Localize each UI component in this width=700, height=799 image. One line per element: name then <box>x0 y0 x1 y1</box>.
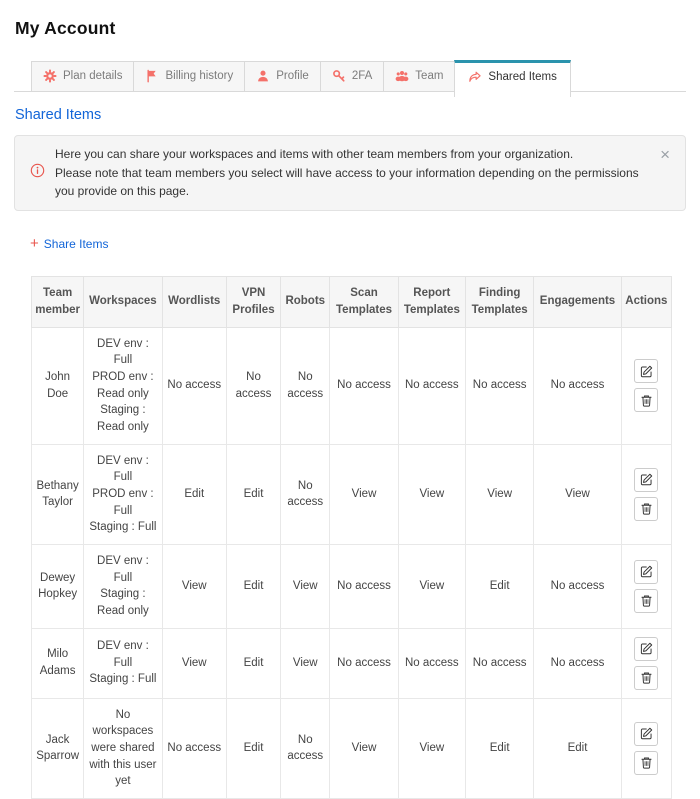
tab-label: Billing history <box>165 70 234 82</box>
column-header-finding-templates: Finding Templates <box>465 277 533 327</box>
edit-button[interactable] <box>634 468 658 492</box>
report-templates-cell: View <box>398 444 465 544</box>
column-header-team-member: Team member <box>32 277 84 327</box>
workspace-permission: Staging : Read only <box>97 404 149 433</box>
edit-icon <box>640 642 653 655</box>
robots-cell: No access <box>281 327 330 444</box>
scan-templates-cell: No access <box>330 628 398 698</box>
vpn-profiles-cell: Edit <box>226 628 280 698</box>
workspace-permission: PROD env : Full <box>92 487 154 517</box>
workspace-permission: Staging : Read only <box>97 588 149 617</box>
column-header-wordlists: Wordlists <box>162 277 226 327</box>
vpn-profiles-cell: No access <box>226 327 280 444</box>
actions-wrap <box>625 560 668 613</box>
tab-label: Profile <box>276 70 309 82</box>
finding-templates-cell: Edit <box>465 698 533 798</box>
delete-button[interactable] <box>634 751 658 775</box>
member-cell: Bethany Taylor <box>32 444 84 544</box>
workspace-permission: DEV env : Full <box>97 337 149 367</box>
report-templates-cell: View <box>398 698 465 798</box>
workspace-permission: No workspaces were shared with this user yet <box>89 708 157 788</box>
trash-icon <box>640 502 653 515</box>
wordlists-cell: Edit <box>162 444 226 544</box>
workspaces-cell <box>84 327 162 444</box>
delete-button[interactable] <box>634 589 658 613</box>
wordlists-cell: View <box>162 544 226 628</box>
engagements-cell: No access <box>534 544 621 628</box>
report-templates-cell: No access <box>398 628 465 698</box>
robots-cell: View <box>281 544 330 628</box>
tab-billing-history[interactable] <box>133 61 245 91</box>
alert-line-2: Please note that team members you select will have access to your information depending on the permissions you provide on this page. <box>55 165 639 199</box>
edit-icon <box>640 365 653 378</box>
actions-wrap <box>625 359 668 412</box>
edit-icon <box>640 565 653 578</box>
edit-icon <box>640 727 653 740</box>
wordlists-cell: No access <box>162 698 226 798</box>
actions-wrap <box>625 722 668 775</box>
gear-icon <box>43 69 57 83</box>
tab-shared-items[interactable] <box>454 60 570 97</box>
info-circle-icon <box>30 163 45 178</box>
engagements-cell: View <box>534 444 621 544</box>
workspace-permission: PROD env : Read only <box>92 370 154 400</box>
member-cell: John Doe <box>32 327 84 444</box>
trash-icon <box>640 756 653 769</box>
robots-cell: View <box>281 628 330 698</box>
column-header-vpn-profiles: VPN Profiles <box>226 277 280 327</box>
person-icon <box>256 69 270 83</box>
actions-cell <box>621 698 671 798</box>
finding-templates-cell: View <box>465 444 533 544</box>
workspace-permission: DEV env : Full <box>97 640 149 669</box>
robots-cell: No access <box>281 698 330 798</box>
flag-icon <box>145 69 159 83</box>
column-header-engagements: Engagements <box>534 277 621 327</box>
finding-templates-cell: No access <box>465 628 533 698</box>
scan-templates-cell: View <box>330 444 398 544</box>
vpn-profiles-cell: Edit <box>226 444 280 544</box>
wordlists-cell: View <box>162 628 226 698</box>
column-header-actions: Actions <box>621 277 671 327</box>
finding-templates-cell: Edit <box>465 544 533 628</box>
column-header-scan-templates: Scan Templates <box>330 277 398 327</box>
table-row <box>32 698 672 798</box>
robots-cell: No access <box>281 444 330 544</box>
scan-templates-cell: View <box>330 698 398 798</box>
report-templates-cell: View <box>398 544 465 628</box>
team-icon <box>395 69 409 83</box>
delete-button[interactable] <box>634 388 658 412</box>
engagements-cell: No access <box>534 628 621 698</box>
tab-label: 2FA <box>351 70 373 82</box>
engagements-cell: No access <box>534 327 621 444</box>
scan-templates-cell: No access <box>330 327 398 444</box>
column-header-report-templates: Report Templates <box>398 277 465 327</box>
actions-cell <box>621 444 671 544</box>
member-cell: Milo Adams <box>32 628 84 698</box>
section-heading: Shared Items <box>15 107 102 123</box>
close-icon[interactable]: × <box>660 145 670 164</box>
finding-templates-cell: No access <box>465 327 533 444</box>
tab-profile[interactable] <box>244 61 321 91</box>
workspace-permission: DEV env : Full <box>97 554 149 584</box>
trash-icon <box>640 594 653 607</box>
table-header-row <box>32 277 672 327</box>
info-alert <box>14 135 686 211</box>
column-header-robots: Robots <box>281 277 330 327</box>
actions-wrap <box>625 468 668 521</box>
shared-items-table <box>31 276 672 799</box>
edit-button[interactable] <box>634 359 658 383</box>
member-cell: Dewey Hopkey <box>32 544 84 628</box>
table-row <box>32 327 672 444</box>
tab-team[interactable] <box>383 61 455 91</box>
share-icon <box>468 70 482 84</box>
tab-label: Plan details <box>63 70 123 82</box>
engagements-cell: Edit <box>534 698 621 798</box>
plus-icon: + <box>30 235 39 253</box>
account-tabbar <box>14 60 686 92</box>
column-header-workspaces: Workspaces <box>84 277 162 327</box>
workspaces-cell <box>84 698 162 798</box>
scan-templates-cell: No access <box>330 544 398 628</box>
actions-wrap <box>625 637 668 690</box>
edit-icon <box>640 473 653 486</box>
vpn-profiles-cell: Edit <box>226 698 280 798</box>
report-templates-cell: No access <box>398 327 465 444</box>
trash-icon <box>640 671 653 684</box>
actions-cell <box>621 628 671 698</box>
vpn-profiles-cell: Edit <box>226 544 280 628</box>
workspace-permission: Staging : Full <box>89 673 157 686</box>
member-cell: Jack Sparrow <box>32 698 84 798</box>
alert-line-1: Here you can share your workspaces and items with other team members from your organization. <box>55 147 574 161</box>
tab-plan-details[interactable] <box>31 61 134 91</box>
workspaces-cell <box>84 544 162 628</box>
edit-button[interactable] <box>634 722 658 746</box>
tab-2fa[interactable] <box>320 61 384 91</box>
workspaces-cell <box>84 444 162 544</box>
workspaces-cell <box>84 628 162 698</box>
workspace-permission: DEV env : Full <box>97 454 149 484</box>
tab-label: Shared Items <box>488 71 557 83</box>
tab-label: Team <box>415 70 444 82</box>
page-title: My Account <box>15 18 116 38</box>
share-items-link[interactable] <box>30 236 108 251</box>
edit-button[interactable] <box>634 560 658 584</box>
table-row <box>32 628 672 698</box>
key-icon <box>332 69 346 83</box>
trash-icon <box>640 394 653 407</box>
wordlists-cell: No access <box>162 327 226 444</box>
table-row <box>32 544 672 628</box>
delete-button[interactable] <box>634 666 658 690</box>
actions-cell <box>621 544 671 628</box>
table-row <box>32 444 672 544</box>
actions-cell <box>621 327 671 444</box>
workspace-permission: Staging : Full <box>89 521 157 534</box>
edit-button[interactable] <box>634 637 658 661</box>
delete-button[interactable] <box>634 497 658 521</box>
share-items-label: Share Items <box>43 236 109 251</box>
